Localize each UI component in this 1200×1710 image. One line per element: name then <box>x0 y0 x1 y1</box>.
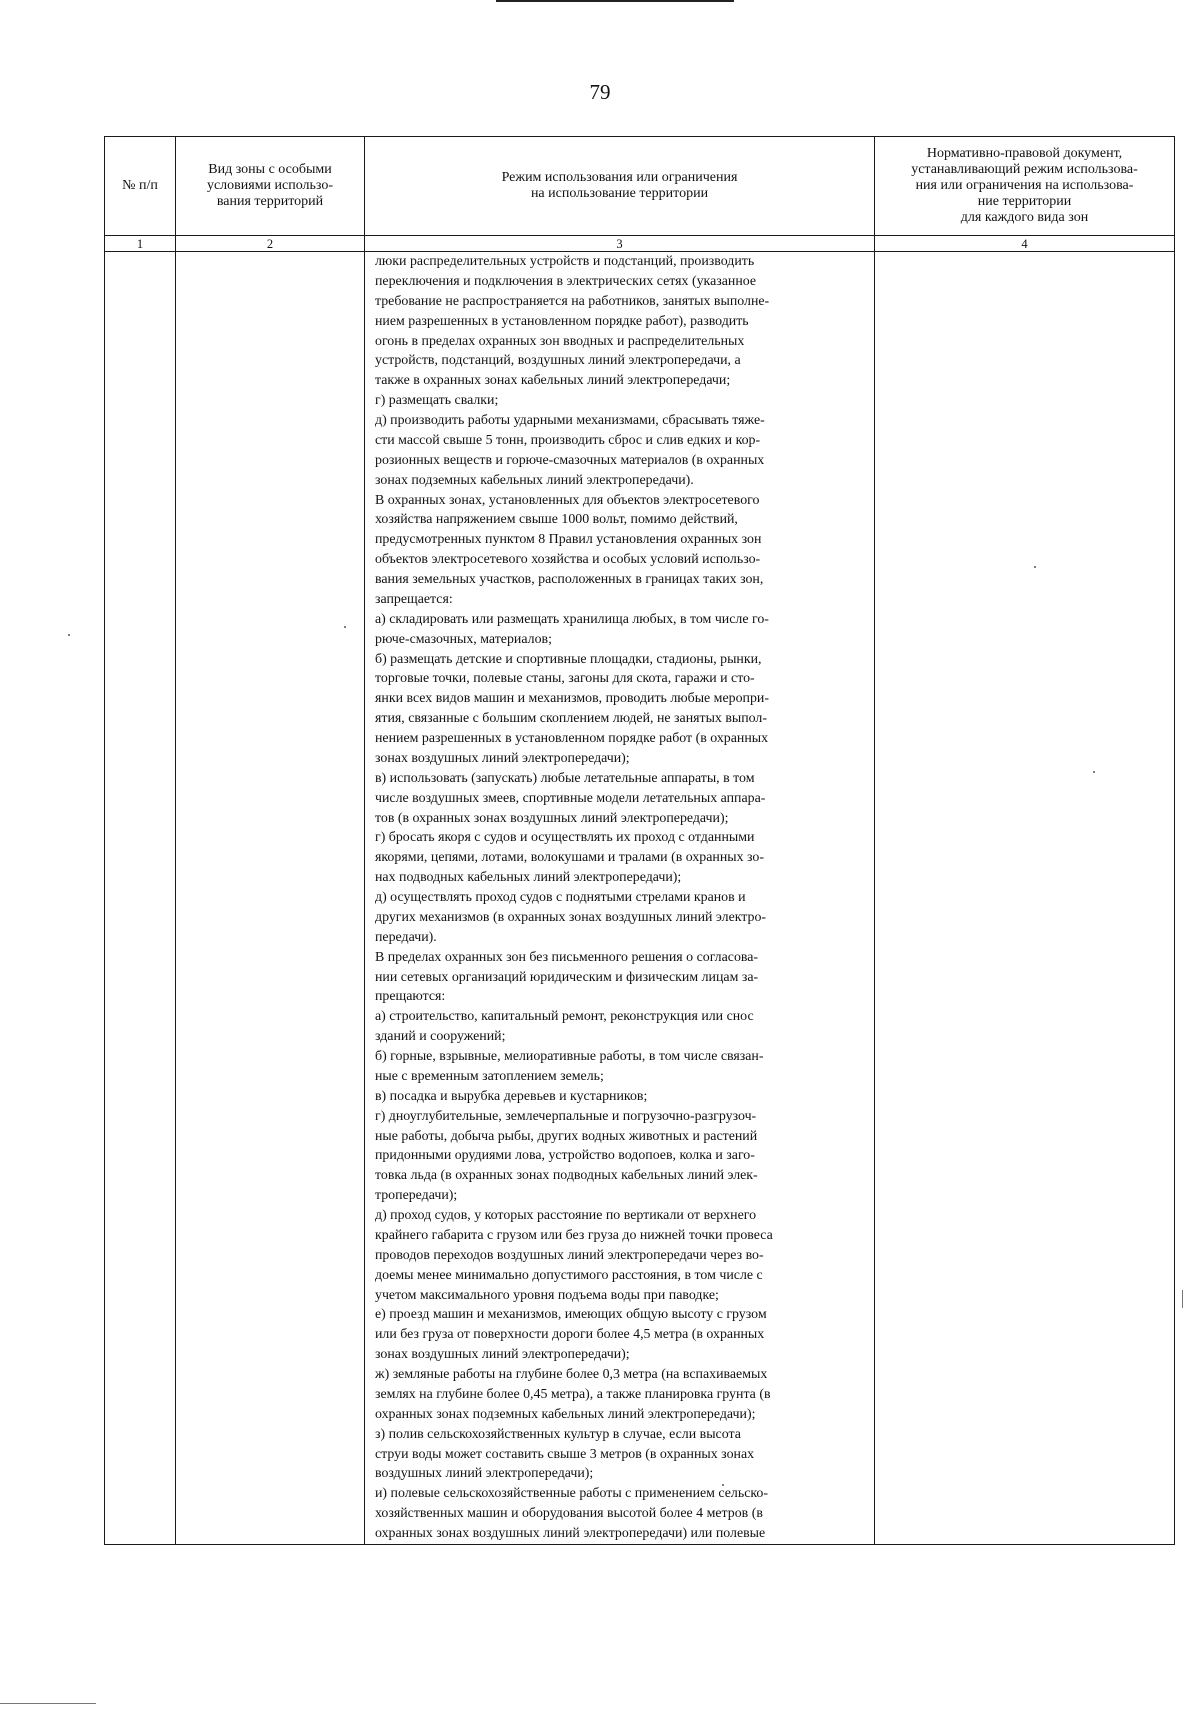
column-number: 3 <box>365 236 875 252</box>
column-number: 2 <box>176 236 365 252</box>
header-col-zone-type-line: вания территорий <box>216 194 324 209</box>
header-col-legal-document-line: для каждого вида зон <box>960 210 1089 225</box>
header-col-usage-regime-line: на использование территории <box>530 186 709 201</box>
usage-regime-line: охранных зонах воздушных линий электропередачи) или полевые <box>375 1526 766 1541</box>
usage-regime-line: товка льда (в охранных зонах подводных кабельных линий элек- <box>375 1168 758 1184</box>
usage-regime-line: люки распределительных устройств и подстанций, производить <box>375 254 755 269</box>
usage-regime-line: вания земельных участков, расположенных в границах таких зон, <box>375 572 764 587</box>
usage-regime-line: нии сетевых организаций юридическим и физическим лицам за- <box>375 969 759 985</box>
usage-regime-line: г) размещать свалки; <box>375 393 499 409</box>
page-number: 79 <box>589 80 611 104</box>
usage-regime-line: зонах воздушных линий электропередачи); <box>375 750 630 766</box>
scan-edge-mark <box>0 1703 96 1704</box>
header-col-zone-type-line: Вид зоны с особыми <box>208 162 332 177</box>
usage-regime-line: нением разрешенных в установленном порядке работ (в охранных <box>375 731 769 746</box>
scan-speck <box>344 626 346 628</box>
usage-regime-text <box>375 252 868 1544</box>
usage-regime-line: устройств, подстанций, воздушных линий электропередачи, а <box>375 353 741 369</box>
usage-regime-line: числе воздушных змеев, спортивные модели летательных аппара- <box>375 790 766 806</box>
usage-regime-line: тропередачи); <box>375 1188 458 1204</box>
header-col-legal-document-line: устанавливающий режим использова- <box>911 162 1138 177</box>
usage-regime-line: В охранных зонах, установленных для объектов электросетевого <box>375 492 760 508</box>
scan-edge-mark <box>1182 1290 1183 1308</box>
usage-regime-line: и) полевые сельскохозяйственные работы с применением сельско- <box>375 1486 768 1502</box>
usage-regime-line: проводов переходов воздушных линий электропередачи через во- <box>375 1247 764 1263</box>
usage-regime-line: ж) земляные работы на глубине более 0,3 метра (на вспахиваемых <box>375 1367 768 1382</box>
usage-regime-line: г) бросать якоря с судов и осуществлять их проход с отданными <box>375 830 755 846</box>
usage-regime-line: е) проезд машин и механизмов, имеющих общую высоту с грузом <box>375 1307 767 1323</box>
usage-regime-line: в) посадка и вырубка деревьев и кустарников; <box>375 1088 648 1104</box>
usage-regime-line: хозяйства напряжением свыше 1000 вольт, помимо действий, <box>375 512 738 528</box>
usage-regime-line: розионных веществ и горюче-смазочных материалов (в охранных <box>375 452 765 468</box>
usage-regime-line: д) осуществлять проход судов с поднятыми стрелами кранов и <box>375 890 746 905</box>
usage-regime-line: зонах воздушных линий электропередачи); <box>375 1347 630 1363</box>
usage-regime-line: сти массой свыше 5 тонн, производить сброс и слив едких и кор- <box>375 432 761 448</box>
usage-regime-line: переключения и подключения в электрических сетях (указанное <box>375 273 757 289</box>
header-col-legal-document-line: Нормативно-правовой документ, <box>926 146 1123 161</box>
usage-regime-line: передачи). <box>375 929 437 945</box>
usage-regime-line: струи воды может составить свыше 3 метров (в охранных зонах <box>375 1446 755 1462</box>
usage-regime-line: воздушных линий электропередачи); <box>375 1466 594 1482</box>
usage-regime-line: предусмотренных пунктом 8 Правил установления охранных зон <box>375 532 762 548</box>
usage-regime-line: янки всех видов машин и механизмов, проводить любые меропри- <box>375 691 769 707</box>
header-col-number-text: № п/п <box>122 178 158 193</box>
cell-number-empty <box>105 252 176 1545</box>
usage-regime-line: ные с временным затоплением земель; <box>375 1068 604 1084</box>
column-number-row <box>105 236 1175 252</box>
regulation-table <box>104 136 1175 1545</box>
usage-regime-line: придонными орудиями лова, устройство водопоев, колка и заго- <box>375 1148 755 1164</box>
usage-regime-line: з) полив сельскохозяйственных культур в случае, если высота <box>375 1426 741 1442</box>
scan-speck <box>1034 566 1036 568</box>
usage-regime-line: зданий и сооружений; <box>375 1029 506 1045</box>
usage-regime-line: требование не распространяется на работников, занятых выполне- <box>375 293 770 309</box>
usage-regime-line: крайнего габарита с грузом или без груза до нижней точки провеса <box>375 1227 773 1243</box>
usage-regime-line: б) горные, взрывные, мелиоративные работы, в том числе связан- <box>375 1049 764 1064</box>
usage-regime-line: или без груза от поверхности дороги более 4,5 метра (в охранных <box>375 1327 765 1343</box>
usage-regime-line: запрещается: <box>375 591 453 607</box>
usage-regime-line: б) размещать детские и спортивные площадки, стадионы, рынки, <box>375 651 762 667</box>
column-number: 4 <box>875 236 1175 252</box>
scan-speck <box>722 1484 724 1486</box>
cell-usage-regime <box>365 252 875 1545</box>
usage-regime-line: нием разрешенных в установленном порядке работ), разводить <box>375 313 749 329</box>
usage-regime-line: тов (в охранных зонах воздушных линий электропередачи); <box>375 810 729 826</box>
header-col-usage-regime <box>365 137 875 236</box>
usage-regime-line: д) производить работы ударными механизмами, сбрасывать тяже- <box>375 413 765 428</box>
header-col-legal-document-line: ния или ограничения на использова- <box>915 178 1134 193</box>
header-col-zone-type-line: условиями использо- <box>206 178 334 193</box>
usage-regime-line: в) использовать (запускать) любые летательные аппараты, в том <box>375 770 755 786</box>
column-number: 1 <box>105 236 176 252</box>
scan-speck <box>68 634 70 636</box>
usage-regime-line: рюче-смазочных, материалов; <box>375 631 552 647</box>
usage-regime-line: а) складировать или размещать хранилища любых, в том числе го- <box>375 611 769 627</box>
usage-regime-line: якорями, цепями, лотами, волокушами и тралами (в охранных зо- <box>375 850 764 866</box>
usage-regime-line: огонь в пределах охранных зон вводных и распределительных <box>375 333 745 349</box>
usage-regime-line: объектов электросетевого хозяйства и особых условий использо- <box>375 552 761 568</box>
usage-regime-line: нах подводных кабельных линий электропередачи); <box>375 870 682 886</box>
usage-regime-line: также в охранных зонах кабельных линий электропередачи; <box>375 373 731 389</box>
usage-regime-line: г) дноуглубительные, землечерпальные и погрузочно-разгрузоч- <box>375 1108 757 1124</box>
usage-regime-line: торговые точки, полевые станы, загоны для скота, гаражи и сто- <box>375 671 755 687</box>
usage-regime-line: а) строительство, капитальный ремонт, реконструкция или снос <box>375 1009 754 1025</box>
header-col-legal-document-line: ние территории <box>977 194 1072 209</box>
usage-regime-line: доемы менее минимально допустимого расстояния, в том числе с <box>375 1267 763 1283</box>
usage-regime-line: В пределах охранных зон без письменного решения о согласова- <box>375 949 759 965</box>
usage-regime-line: учетом максимального уровня подъема воды при паводке; <box>375 1287 719 1303</box>
top-rule <box>496 0 734 2</box>
header-col-number <box>105 137 176 236</box>
header-col-usage-regime-line: Режим использования или ограничения <box>501 170 738 185</box>
scan-speck <box>1093 771 1095 773</box>
cell-legal-document-empty <box>875 252 1175 1545</box>
header-col-zone-type <box>176 137 365 236</box>
usage-regime-line: д) проход судов, у которых расстояние по вертикали от верхнего <box>375 1208 757 1223</box>
usage-regime-line: других механизмов (в охранных зонах воздушных линий электро- <box>375 909 767 925</box>
usage-regime-line: охранных зонах подземных кабельных линий электропередачи); <box>375 1406 756 1422</box>
usage-regime-line: хозяйственных машин и оборудования высотой более 4 метров (в <box>375 1506 763 1522</box>
usage-regime-line: ятия, связанные с большим скоплением людей, не занятых выпол- <box>375 711 767 727</box>
table-row <box>105 252 1175 1545</box>
usage-regime-line: ные работы, добыча рыбы, других водных животных и растений <box>375 1128 758 1144</box>
header-col-legal-document <box>875 137 1175 236</box>
cell-zone-type-empty <box>176 252 365 1545</box>
usage-regime-line: зонах подземных кабельных линий электропередачи). <box>375 472 694 488</box>
usage-regime-line: прещаются: <box>375 989 446 1005</box>
header-row <box>105 137 1175 236</box>
usage-regime-line: землях на глубине более 0,45 метра), а также планировка грунта (в <box>375 1386 771 1402</box>
